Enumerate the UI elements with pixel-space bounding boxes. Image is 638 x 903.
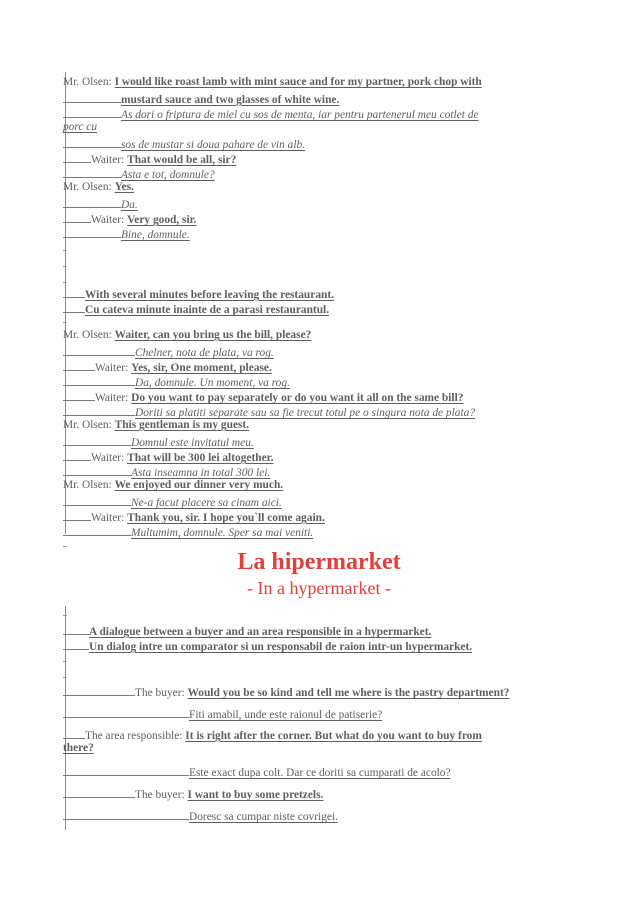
section-heading: [63, 623, 573, 639]
heading-romanian: Un dialog intre un comparator si un responsabil de raion intr-un hypermarket.: [89, 641, 473, 653]
dialogue-line: [63, 181, 573, 194]
translation-line: [63, 494, 573, 510]
dialogue-line: [63, 742, 573, 755]
english-text: Yes.: [114, 181, 134, 193]
section-heading: [63, 638, 573, 654]
romanian-text: Da, domnule. Un moment, va rog.: [135, 377, 290, 389]
translation-line: [63, 706, 573, 722]
romanian-text: sos de mustar si doua pahare de vin alb.: [121, 139, 306, 151]
english-text: there?: [63, 742, 94, 754]
section-subtitle: - In a hypermarket -: [247, 578, 391, 598]
romanian-text: Asta inseamna in total 300 lei.: [131, 467, 271, 479]
translation-line: [63, 764, 573, 780]
dialogue-line: [63, 786, 573, 802]
empty-line-marker: [63, 266, 67, 267]
section-heading: [63, 286, 573, 302]
translation-line: [63, 166, 573, 182]
dialogue-line: [63, 359, 573, 375]
dialogue-line: [63, 389, 573, 405]
empty-line-marker: [63, 250, 67, 251]
empty-line-marker: [63, 322, 67, 323]
empty-line-marker: [63, 282, 67, 283]
romanian-text: Ne-a facut placere sa cinam aici.: [131, 497, 282, 509]
speaker-label: The area responsible:: [85, 730, 183, 742]
dialogue-line: [63, 91, 573, 107]
translation-line: [63, 524, 573, 540]
dialogue-line: [63, 211, 573, 227]
dialogue-line: [63, 419, 573, 432]
english-text: I want to buy some pretzels.: [187, 789, 324, 801]
romanian-text: Multumim, domnule. Sper sa mai veniti.: [131, 527, 314, 539]
romanian-text: Fiti amabil, unde este raionul de patiserie?: [189, 709, 383, 721]
dialogue-line: [63, 76, 573, 89]
english-text: That will be 300 lei altogether.: [127, 452, 274, 464]
english-text: It is right after the corner. But what do you want to buy from: [185, 730, 482, 742]
section-heading: [63, 301, 573, 317]
english-text: mustard sauce and two glasses of white wine.: [121, 94, 340, 106]
translation-line: [63, 374, 573, 390]
empty-line-marker: [63, 615, 67, 616]
speaker-label: Mr. Olsen:: [63, 419, 112, 431]
speaker-label: Mr. Olsen:: [63, 76, 112, 88]
dialogue-line: [63, 449, 573, 465]
heading-english: A dialogue between a buyer and an area responsible in a hypermarket.: [89, 626, 432, 638]
speaker-label: Mr. Olsen:: [63, 181, 112, 193]
empty-line-marker: [63, 661, 67, 662]
speaker-label: The buyer:: [135, 789, 185, 801]
english-text: I would like roast lamb with mint sauce and for my partner, pork chop with: [114, 76, 482, 88]
empty-line-marker: [63, 546, 67, 547]
dialogue-line: [63, 727, 573, 743]
english-text: Thank you, sir. I hope you`ll come again.: [127, 512, 325, 524]
romanian-text: Este exact dupa colt. Dar ce doriti sa cumparati de acolo?: [189, 767, 451, 779]
translation-line: [63, 344, 573, 360]
romanian-text: Asta e tot, domnule?: [121, 169, 215, 181]
heading-romanian: Cu cateva minute inainte de a parasi restaurantul.: [85, 304, 330, 316]
speaker-label: Mr. Olsen:: [63, 329, 112, 341]
dialogue-line: [63, 151, 573, 167]
english-text: Yes, sir, One moment, please.: [131, 362, 272, 374]
romanian-text: As dori o friptura de miel cu sos de menta, iar pentru partenerul meu cotlet de: [121, 109, 479, 121]
romanian-text: Domnul este invitatul meu.: [131, 437, 254, 449]
translation-line: [63, 136, 573, 152]
english-text: Would you be so kind and tell me where is the pastry department?: [187, 687, 510, 699]
speaker-label: Waiter:: [91, 214, 125, 226]
speaker-label: Mr. Olsen:: [63, 479, 112, 491]
romanian-text: porc cu: [63, 121, 98, 133]
heading-english: With several minutes before leaving the restaurant.: [85, 289, 334, 301]
romanian-text: Da.: [121, 199, 138, 211]
romanian-text: Doresc sa cumpar niste covrigei.: [189, 811, 338, 823]
english-text: Waiter, can you bring us the bill, please?: [114, 329, 312, 341]
romanian-text: Chelner, nota de plata, va rog.: [135, 347, 274, 359]
translation-line: [63, 106, 573, 122]
speaker-label: Waiter:: [95, 392, 129, 404]
translation-line: [63, 404, 573, 420]
romanian-text: Bine, domnule.: [121, 229, 190, 241]
empty-line-marker: [63, 677, 67, 678]
english-text: This gentleman is my guest.: [114, 419, 250, 431]
dialogue-line: [63, 479, 573, 492]
dialogue-line: [63, 329, 573, 342]
english-text: That would be all, sir?: [127, 154, 237, 166]
romanian-text: Doriti sa platiti separate sau sa fie trecut totul pe o singura nota de plata?: [135, 407, 476, 419]
speaker-label: Waiter:: [91, 512, 125, 524]
dialogue-line: [63, 509, 573, 525]
speaker-label: Waiter:: [91, 452, 125, 464]
english-text: Very good, sir.: [127, 214, 197, 226]
translation-line: [63, 196, 573, 212]
english-text: Do you want to pay separately or do you want it all on the same bill?: [131, 392, 464, 404]
translation-line: [63, 464, 573, 480]
translation-line: [63, 226, 573, 242]
speaker-label: Waiter:: [95, 362, 129, 374]
speaker-label: Waiter:: [91, 154, 125, 166]
section-title: La hipermarket: [237, 549, 401, 575]
speaker-label: The buyer:: [135, 687, 185, 699]
translation-line: [63, 808, 573, 824]
dialogue-line: [63, 684, 573, 700]
translation-line: [63, 121, 573, 134]
translation-line: [63, 434, 573, 450]
english-text: We enjoyed our dinner very much.: [114, 479, 284, 491]
